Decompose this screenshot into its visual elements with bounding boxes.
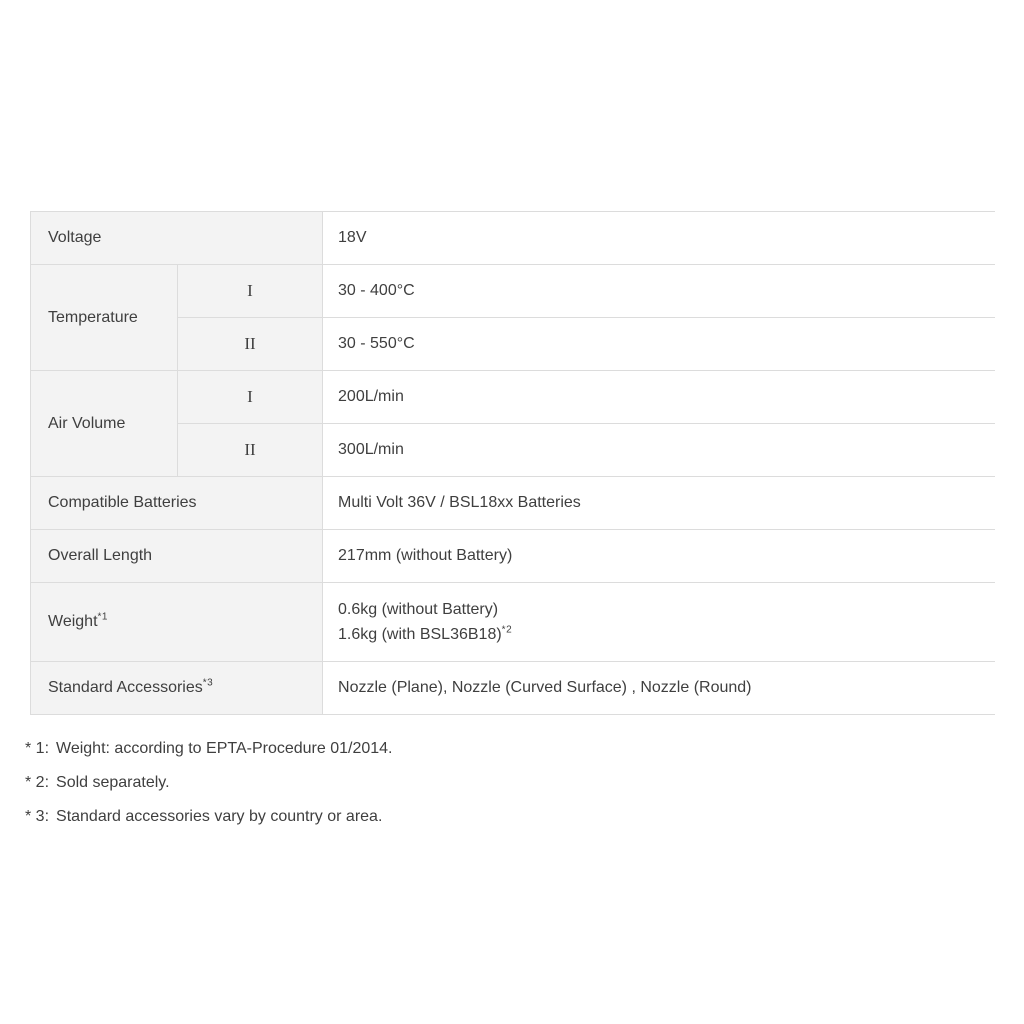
- footnote-1: [25, 738, 393, 759]
- spec-value-temperature-1: 30 - 400°C: [323, 265, 995, 318]
- spec-value-air-volume-2: 300L/min: [323, 424, 995, 477]
- spec-label-temperature: Temperature: [31, 265, 178, 371]
- weight-line-2: [338, 622, 994, 647]
- table-row-standard-accessories: [31, 662, 996, 715]
- table-row-voltage: [31, 212, 996, 265]
- air-volume-mode-2: II: [178, 424, 323, 477]
- air-volume-mode-1: I: [178, 371, 323, 424]
- table-row-weight: [31, 583, 996, 662]
- spec-value-temperature-2: 30 - 550°C: [323, 318, 995, 371]
- weight-line-2-text: 1.6kg (with BSL36B18): [338, 626, 502, 643]
- weight-footnote-ref: *1: [97, 611, 108, 623]
- spec-label-voltage: Voltage: [31, 212, 323, 265]
- spec-value-overall-length: 217mm (without Battery): [323, 530, 995, 583]
- accessories-footnote-ref: *3: [202, 677, 214, 689]
- weight-line-1: 0.6kg (without Battery): [338, 601, 499, 618]
- battery-footnote-ref: *2: [501, 624, 513, 636]
- spec-value-voltage: 18V: [323, 212, 995, 265]
- spec-value-compatible-batteries: Multi Volt 36V / BSL18xx Batteries: [323, 477, 995, 530]
- spec-label-air-volume: Air Volume: [31, 371, 178, 477]
- spec-label-weight: [31, 583, 323, 662]
- spec-label-standard-accessories-text: Standard Accessories: [48, 679, 203, 696]
- footnote-3: [25, 806, 393, 827]
- temperature-mode-1: I: [178, 265, 323, 318]
- spec-label-weight-text: Weight: [48, 613, 98, 630]
- footnote-1-text: Weight: according to EPTA-Procedure 01/2014.: [56, 740, 393, 757]
- spec-label-overall-length: Overall Length: [31, 530, 323, 583]
- footnote-3-text: Standard accessories vary by country or area.: [56, 808, 383, 825]
- spec-label-standard-accessories: [31, 662, 323, 715]
- table-row-temperature-1: [31, 265, 996, 318]
- table-row-air-volume-1: [31, 371, 996, 424]
- footnotes: [25, 738, 393, 840]
- specifications-table: [30, 211, 995, 715]
- spec-label-compatible-batteries: Compatible Batteries: [31, 477, 323, 530]
- footnote-2-marker: * 2:: [25, 774, 50, 791]
- spec-value-weight: [323, 583, 995, 662]
- footnote-3-marker: * 3:: [25, 808, 50, 825]
- spec-value-standard-accessories: Nozzle (Plane), Nozzle (Curved Surface) , Nozzle (Round): [323, 662, 995, 715]
- spec-value-air-volume-1: 200L/min: [323, 371, 995, 424]
- footnote-1-marker: * 1:: [25, 740, 50, 757]
- temperature-mode-2: II: [178, 318, 323, 371]
- footnote-2-text: Sold separately.: [56, 774, 170, 791]
- table-row-overall-length: [31, 530, 996, 583]
- footnote-2: [25, 772, 393, 793]
- table-row-compatible-batteries: [31, 477, 996, 530]
